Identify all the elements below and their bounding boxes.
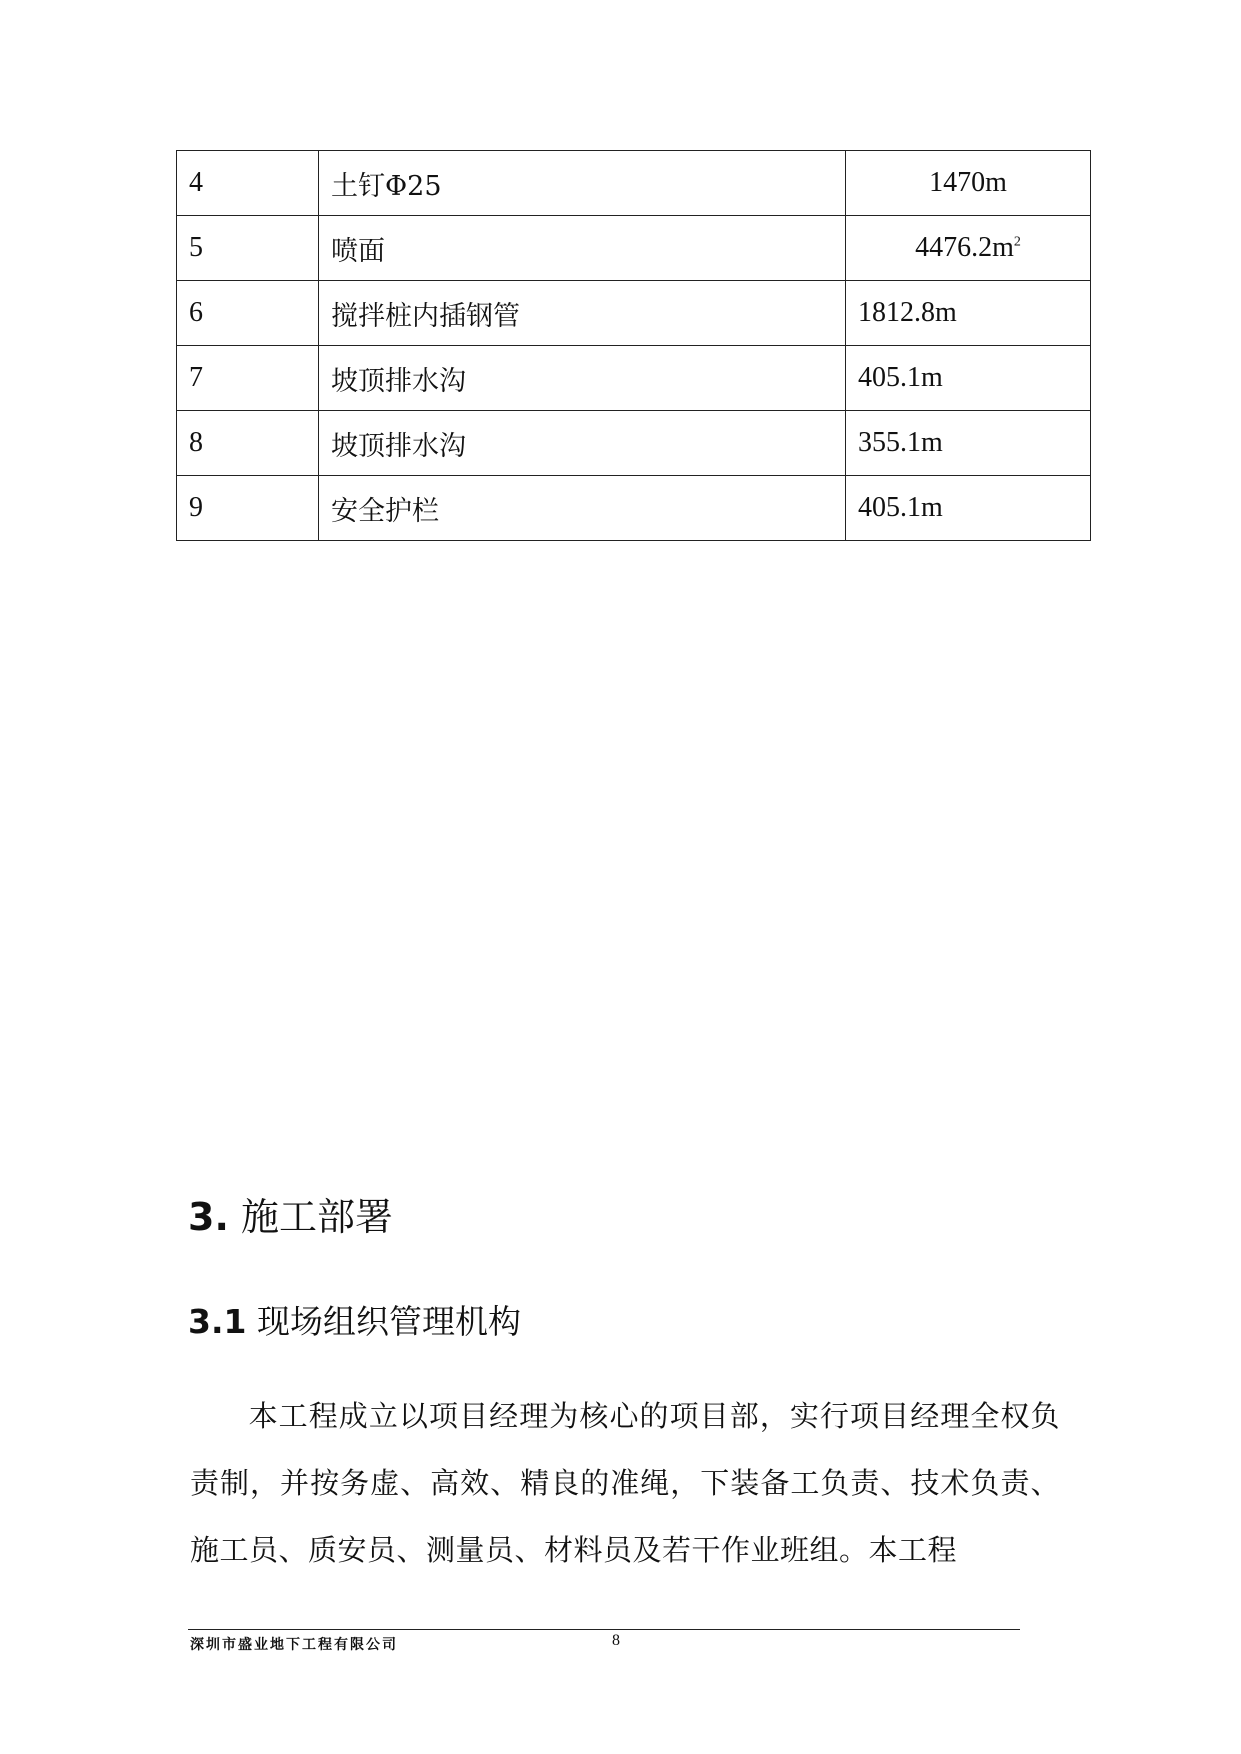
row-number-cell: 6 (177, 281, 319, 346)
table-row (177, 281, 1091, 346)
row-number-cell: 7 (177, 346, 319, 411)
row-number-cell: 9 (177, 476, 319, 541)
quantity-cell (846, 411, 1091, 476)
quantity-value: 405.1m (858, 362, 943, 393)
unit-superscript: 2 (1013, 234, 1021, 250)
quantity-value: 1470m (929, 167, 1007, 198)
item-name-cell: 坡顶排水沟 (319, 346, 846, 411)
row-number-cell: 4 (177, 151, 319, 216)
table-row (177, 476, 1091, 541)
item-name-cell: 喷面 (319, 216, 846, 281)
item-name-cell: 搅拌桩内插钢管 (319, 281, 846, 346)
item-name-cell: 土钉Φ25 (319, 151, 846, 216)
subsection-number: 3.1 (188, 1302, 247, 1341)
quantity-table-body (177, 151, 1091, 541)
row-number-cell: 8 (177, 411, 319, 476)
section-heading (188, 1186, 393, 1241)
row-number-cell: 5 (177, 216, 319, 281)
section-title: 施工部署 (240, 1195, 393, 1239)
footer-divider (188, 1629, 1020, 1630)
table-row (177, 216, 1091, 281)
body-paragraph (190, 1383, 1060, 1584)
quantity-cell (846, 281, 1091, 346)
quantity-value: 405.1m (858, 492, 943, 523)
quantity-cell (846, 476, 1091, 541)
section-number: 3. (188, 1195, 229, 1239)
table-row (177, 411, 1091, 476)
footer-company-name: 深圳市盛业地下工程有限公司 (190, 1637, 398, 1653)
quantity-value: 355.1m (858, 427, 943, 458)
quantity-cell (846, 346, 1091, 411)
table-row (177, 346, 1091, 411)
subsection-title: 现场组织管理机构 (256, 1302, 521, 1341)
paragraph-text: 本工程成立以项目经理为核心的项目部，实行项目经理全权负责制，并按务虚、高效、精良的准绳，下装备工负责、技术负责、施工员、质安员、测量员、材料员及若干作业班组。本工程 (190, 1399, 1060, 1567)
quantity-value: 1812.8m (858, 297, 957, 328)
quantity-table (176, 150, 1091, 541)
quantity-value: 4476.2m (915, 232, 1014, 263)
table-row (177, 151, 1091, 216)
subsection-heading (188, 1296, 521, 1343)
item-name-cell: 安全护栏 (319, 476, 846, 541)
footer-page-number: 8 (612, 1632, 620, 1649)
quantity-cell (846, 151, 1091, 216)
quantity-cell (846, 216, 1091, 281)
item-name-cell: 坡顶排水沟 (319, 411, 846, 476)
